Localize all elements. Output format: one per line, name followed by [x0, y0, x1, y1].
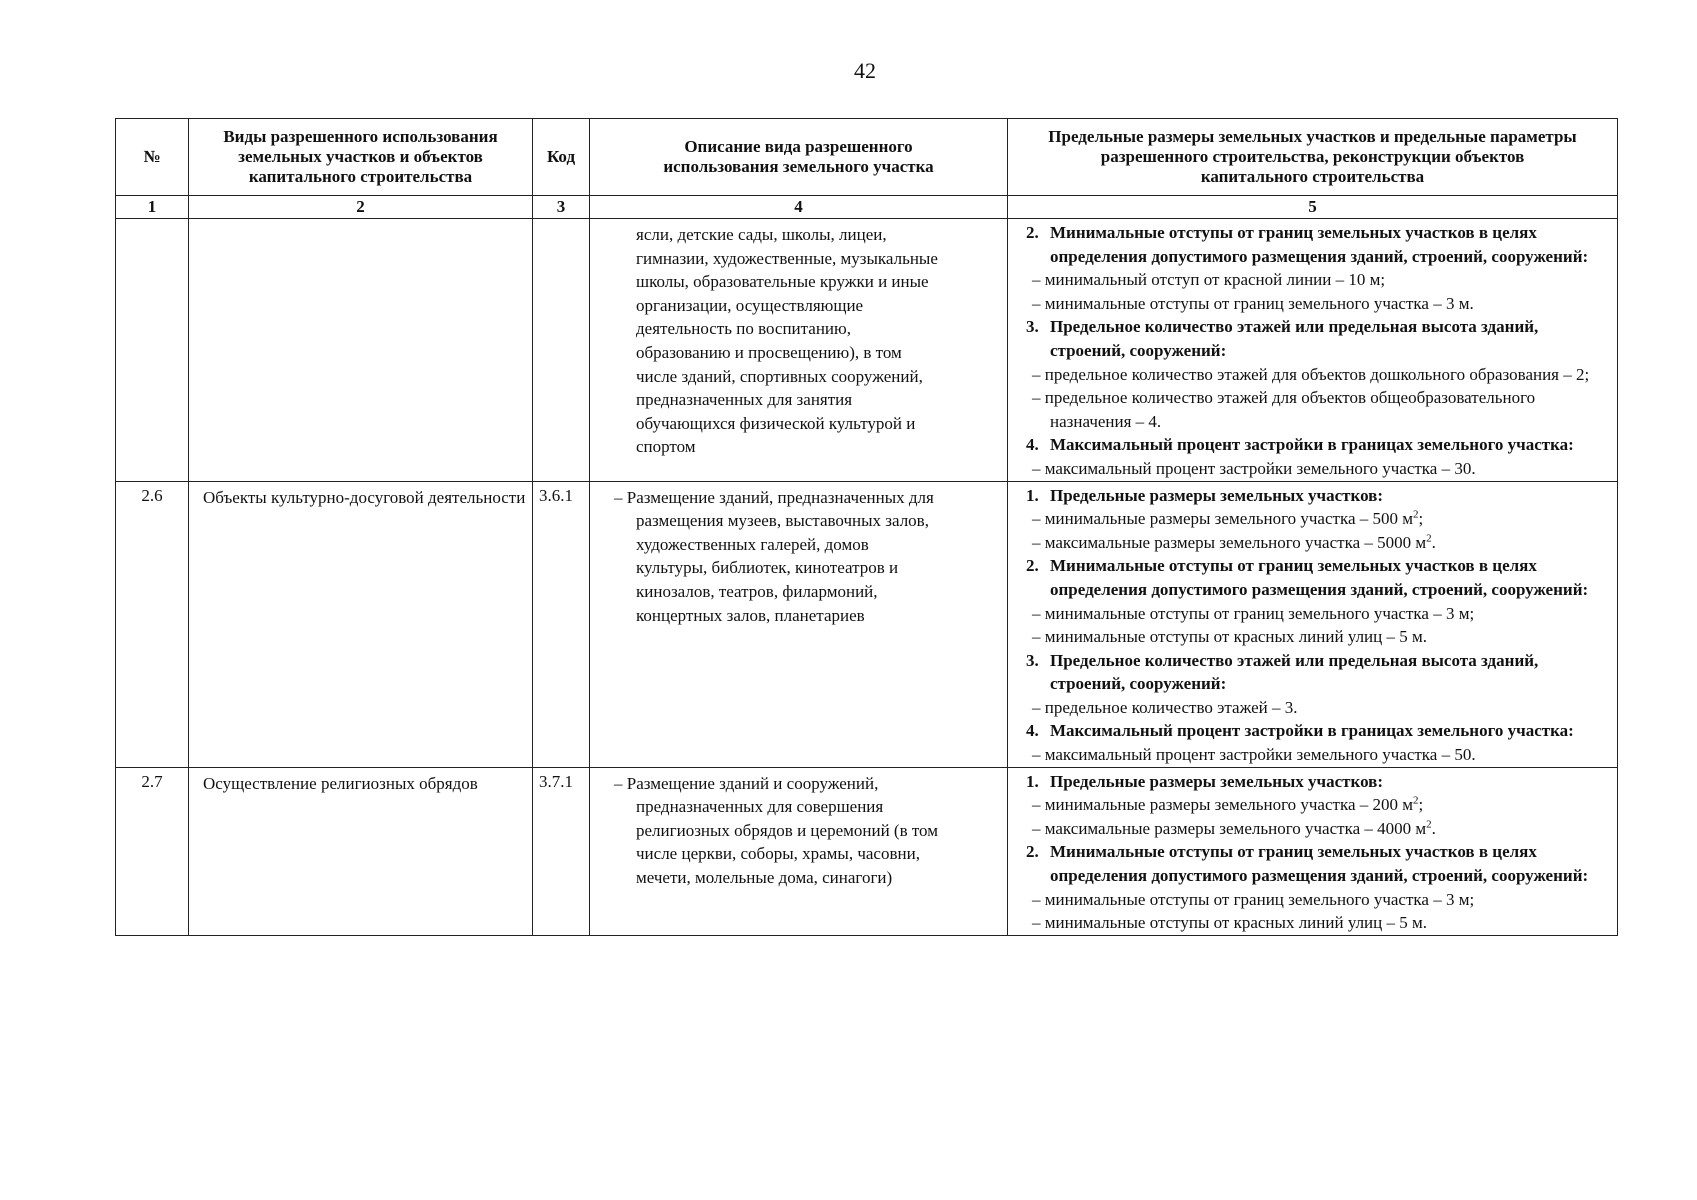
parameter-heading-text: Минимальные отступы от границ земельных участков в целях определения допустимого размещения зданий, строений, сооружений:: [1050, 556, 1589, 599]
description-line: – Размещение зданий, предназначенных для: [614, 487, 934, 507]
parameter-number: 3.: [1026, 317, 1039, 337]
use-description: [590, 219, 1008, 482]
column-number: 2: [189, 196, 533, 219]
header-use-type: Виды разрешенного использования земельных участков и объектов капитального строительства: [189, 119, 533, 196]
parameter-item-text: – минимальные отступы от красных линий улиц – 5 м.: [1032, 913, 1428, 933]
parameter-number: 2.: [1026, 842, 1039, 862]
parameter-item: [1026, 911, 1613, 935]
use-description: [590, 767, 1008, 935]
parameter-heading-text: Предельное количество этажей или предельная высота зданий, строений, сооружений:: [1050, 650, 1539, 694]
description-line: концертных залов, планетариев: [636, 605, 865, 625]
parameter-heading-text: Предельные размеры земельных участков:: [1050, 771, 1384, 791]
parameter-heading-text: Максимальный процент застройки в границах земельного участка:: [1050, 721, 1574, 741]
parameter-number: 2.: [1026, 556, 1039, 576]
use-type-name: [189, 481, 533, 767]
parameter-item-text: – минимальные отступы от границ земельного участка – 3 м;: [1032, 889, 1475, 909]
use-code: 3.6.1: [533, 481, 590, 767]
parameter-heading: [1026, 554, 1613, 601]
parameter-item: [1026, 696, 1613, 720]
superscript: 2: [1426, 818, 1432, 831]
parameter-item: [1026, 531, 1613, 555]
parameter-heading-text: Предельное количество этажей или предельная высота зданий, строений, сооружений:: [1050, 317, 1539, 360]
parameter-item-text: – предельное количество этажей – 3.: [1032, 697, 1298, 717]
description-line: обучающихся физической культурой и: [636, 413, 916, 433]
parameter-item: [1026, 507, 1613, 531]
description-line: организации, осуществляющие: [636, 295, 864, 315]
parameter-heading: [1026, 221, 1613, 268]
parameter-heading: [1026, 315, 1613, 362]
parameter-item-text: – максимальные размеры земельного участка – 4000 м: [1032, 818, 1427, 838]
parameter-item-text: – минимальный отступ от красной линии – 10 м;: [1032, 270, 1386, 290]
parameter-number: 3.: [1026, 650, 1039, 670]
use-description: [590, 481, 1008, 767]
table-body: [116, 219, 1618, 936]
description-line: предназначенных для занятия: [636, 390, 853, 410]
parameter-item: [1026, 602, 1613, 626]
description-line: предназначенных для совершения: [636, 797, 884, 817]
use-type-name: [189, 219, 533, 482]
parameter-item-text: – минимальные размеры земельного участка – 200 м: [1032, 795, 1414, 815]
parameter-heading: [1026, 433, 1613, 457]
parameter-item: [1026, 888, 1613, 912]
parameter-item-text: – минимальные отступы от границ земельного участка – 3 м;: [1032, 603, 1475, 623]
parameter-item-text: – минимальные отступы от границ земельного участка – 3 м.: [1032, 293, 1474, 313]
description-line: культуры, библиотек, кинотеатров и: [636, 558, 899, 578]
parameter-item-tail: ;: [1418, 795, 1424, 815]
description-line: гимназии, художественные, музыкальные: [636, 248, 938, 268]
use-parameters: [1008, 767, 1618, 935]
description-line: образованию и просвещению), в том: [636, 342, 902, 362]
parameter-item-text: – минимальные размеры земельного участка – 500 м: [1032, 509, 1414, 529]
column-number: 4: [590, 196, 1008, 219]
header-parameters: Предельные размеры земельных участков и предельные параметры разрешенного строительства, реконструкции объектов капитального строительства: [1008, 119, 1618, 196]
parameter-heading-text: Минимальные отступы от границ земельных участков в целях определения допустимого размещения зданий, строений, сооружений:: [1050, 223, 1589, 266]
column-number: 3: [533, 196, 590, 219]
parameter-item: [1026, 268, 1613, 292]
superscript: 2: [1426, 532, 1432, 545]
parameter-heading: [1026, 719, 1613, 743]
table-row: [116, 767, 1618, 935]
use-code: [533, 219, 590, 482]
parameter-heading: [1026, 484, 1613, 508]
use-parameters: [1008, 219, 1618, 482]
header-number: №: [116, 119, 189, 196]
table-row: [116, 481, 1618, 767]
parameter-item-text: – максимальный процент застройки земельного участка – 30.: [1032, 458, 1476, 478]
column-number: 5: [1008, 196, 1618, 219]
page-number: 42: [854, 58, 876, 83]
parameter-item: [1026, 292, 1613, 316]
table-row: [116, 219, 1618, 482]
description-line: спортом: [636, 437, 696, 457]
row-number: 2.7: [116, 767, 189, 935]
description-line: размещения музеев, выставочных залов,: [636, 511, 929, 531]
parameter-heading-text: Максимальный процент застройки в границах земельного участка:: [1050, 435, 1574, 455]
parameter-heading: [1026, 649, 1613, 696]
parameter-item: [1026, 817, 1613, 841]
land-use-table: [115, 118, 1618, 936]
parameter-heading-text: Минимальные отступы от границ земельных участков в целях определения допустимого размещения зданий, строений, сооружений:: [1050, 842, 1589, 886]
parameter-number: 2.: [1026, 223, 1039, 242]
parameter-item-tail: .: [1431, 818, 1436, 838]
header-description: Описание вида разрешенного использования земельного участка: [590, 119, 1008, 196]
parameter-heading: [1026, 840, 1613, 887]
parameter-item: [1026, 457, 1613, 481]
column-number: 1: [116, 196, 189, 219]
description-line: числе зданий, спортивных сооружений,: [636, 366, 923, 386]
description-line: мечети, молельные дома, синагоги): [636, 868, 893, 888]
parameter-heading: [1026, 770, 1613, 794]
parameter-item-text: – минимальные отступы от красных линий улиц – 5 м.: [1032, 627, 1428, 647]
parameter-number: 4.: [1026, 435, 1039, 455]
parameter-number: 4.: [1026, 721, 1039, 741]
parameter-item: [1026, 363, 1613, 387]
parameter-item-tail: .: [1431, 532, 1436, 552]
header-row: [116, 119, 1618, 196]
description-line: школы, образовательные кружки и иные: [636, 272, 929, 292]
use-type-text: Объекты культурно-досуговой деятельности: [203, 487, 526, 507]
use-type-name: Осуществление религиозных обрядов: [189, 767, 533, 935]
description-line: кинозалов, театров, филармоний,: [636, 581, 878, 601]
parameter-item-text: – максимальные размеры земельного участка – 5000 м: [1032, 532, 1427, 552]
parameter-heading-text: Предельные размеры земельных участков:: [1050, 485, 1384, 505]
parameter-number: 1.: [1026, 485, 1039, 505]
use-code: 3.7.1: [533, 767, 590, 935]
parameter-item: [1026, 386, 1613, 433]
description-line: религиозных обрядов и церемоний (в том: [636, 820, 938, 840]
description-line: художественных галерей, домов: [636, 534, 869, 554]
parameter-item-tail: ;: [1418, 509, 1424, 529]
parameter-item: [1026, 625, 1613, 649]
superscript: 2: [1413, 794, 1419, 807]
parameter-item: [1026, 793, 1613, 817]
description-line: – Размещение зданий и сооружений,: [614, 773, 879, 793]
use-parameters: [1008, 481, 1618, 767]
description-line: ясли, детские сады, школы, лицеи,: [636, 225, 887, 244]
parameter-item-text: – предельное количество этажей для объектов дошкольного образования – 2;: [1032, 364, 1590, 384]
description-line: числе церкви, соборы, храмы, часовни,: [636, 844, 920, 864]
parameter-item-text: – максимальный процент застройки земельного участка – 50.: [1032, 745, 1476, 765]
description-line: деятельность по воспитанию,: [636, 319, 851, 339]
header-code: Код: [533, 119, 590, 196]
row-number: 2.6: [116, 481, 189, 767]
parameter-item: [1026, 743, 1613, 767]
row-number: [116, 219, 189, 482]
superscript: 2: [1413, 508, 1419, 521]
parameter-number: 1.: [1026, 771, 1039, 791]
parameter-item-text: – предельное количество этажей для объектов общеобразовательного назначения – 4.: [1032, 388, 1536, 431]
column-number-row: [116, 196, 1618, 219]
